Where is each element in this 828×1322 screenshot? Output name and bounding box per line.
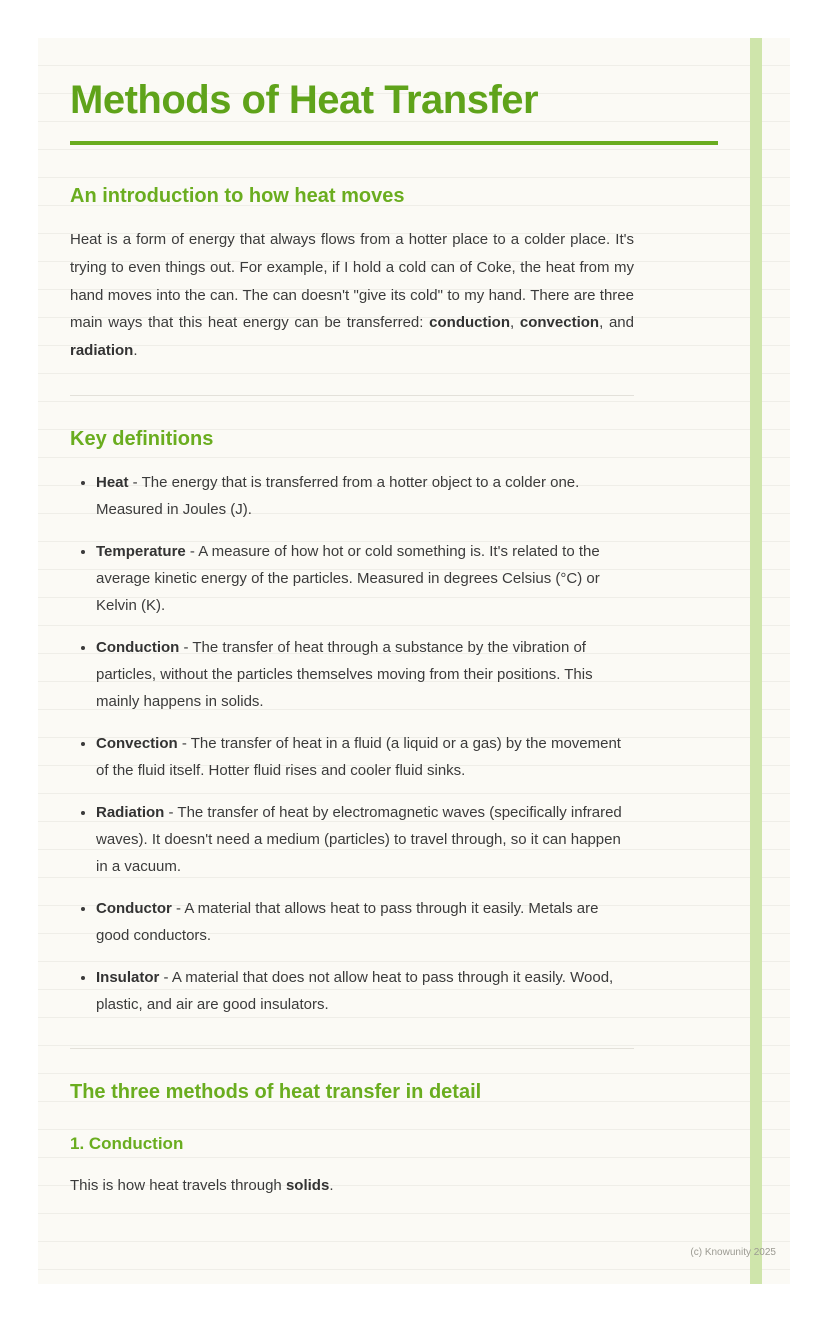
definition-term: Insulator: [96, 968, 160, 986]
section-divider: [70, 395, 634, 396]
accent-stripe: [750, 38, 762, 1284]
definition-item: • Insulator - A material that does not allow heat to pass through it easily. Wood, plastic, and air are good insulators.: [96, 964, 634, 1018]
definition-item: • Conductor - A material that allows heat to pass through it easily. Metals are good conductors.: [96, 895, 634, 949]
definition-item: • Heat - The energy that is transferred from a hotter object to a colder one. Measured in Joules (J).: [96, 469, 634, 523]
subsection-heading-conduction: 1. Conduction: [70, 1133, 184, 1153]
definition-item: • Convection - The transfer of heat in a fluid (a liquid or a gas) by the movement of the fluid itself. Hotter fluid rises and cooler fluid sinks.: [96, 730, 634, 784]
title-underline: [70, 141, 718, 145]
definition-term: Conduction: [96, 638, 180, 656]
definition-term: Radiation: [96, 803, 165, 821]
section-heading-definitions: Key definitions: [70, 427, 214, 450]
definition-term: Conductor: [96, 899, 172, 917]
intro-paragraph: Heat is a form of energy that always flows from a hotter place to a colder place. It's trying to even things out. For example, if I hold a cold can of Coke, the heat from my hand moves into the can. The can doesn't "give its cold" to my hand. There are three main ways that this heat energy can be transferred: conduction, convection, and radiation.: [70, 231, 634, 359]
definition-item: • Radiation - The transfer of heat by electromagnetic waves (specifically infrared waves). It doesn't need a medium (particles) to travel through, so it can happen in a vacuum.: [96, 799, 634, 880]
section-heading-detail: The three methods of heat transfer in detail: [70, 1080, 482, 1103]
definitions-list: [70, 469, 634, 1018]
definition-term: Temperature: [96, 542, 186, 560]
footer-credit: (c) Knowunity 2025: [690, 1246, 776, 1258]
definition-term: Heat: [96, 473, 129, 491]
detail-paragraph: This is how heat travels through solids.: [70, 1176, 334, 1194]
section-heading-intro: An introduction to how heat moves: [70, 185, 405, 207]
definition-item: • Conduction - The transfer of heat through a substance by the vibration of particles, without the particles themselves moving from their positions. This mainly happens in solids.: [96, 634, 634, 715]
page-title: Methods of Heat Transfer: [70, 78, 539, 122]
document-page: [38, 38, 790, 1284]
section-divider: [70, 1048, 634, 1049]
definition-item: • Temperature - A measure of how hot or cold something is. It's related to the average kinetic energy of the particles. Measured in degrees Celsius (°C) or Kelvin (K).: [96, 538, 634, 619]
document-content: [38, 38, 718, 1284]
definition-term: Convection: [96, 734, 178, 752]
